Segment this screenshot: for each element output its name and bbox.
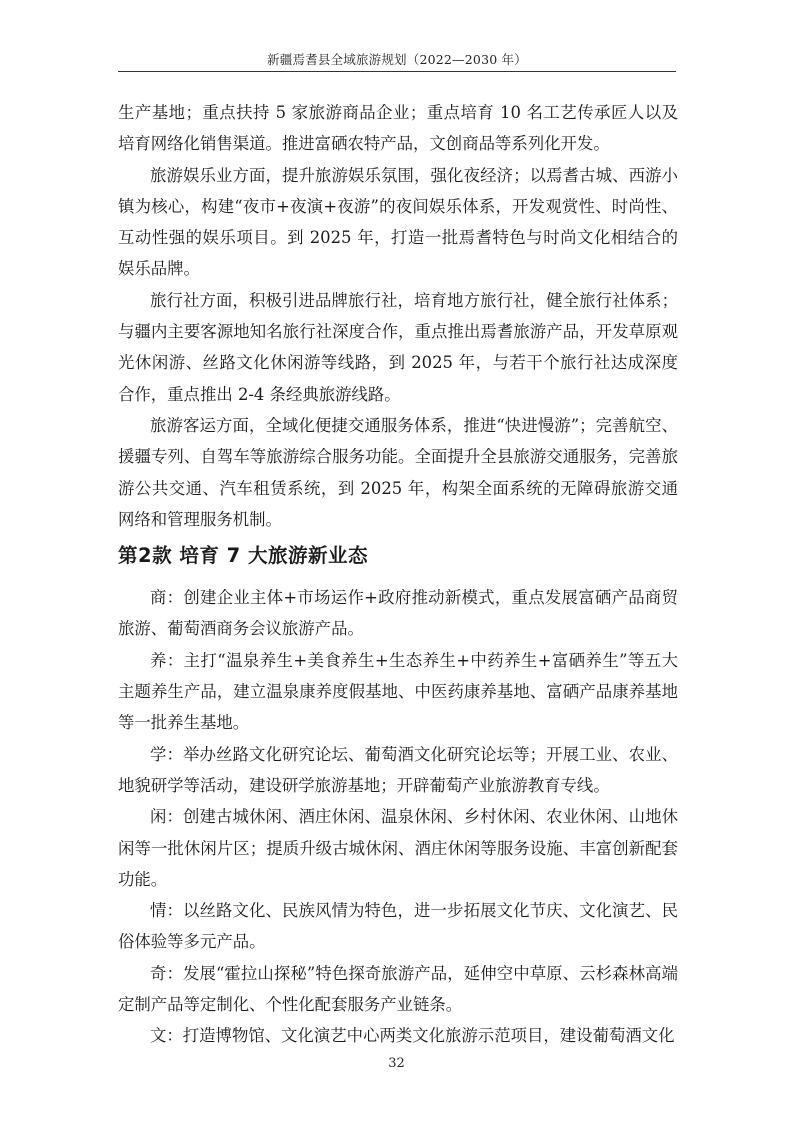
body-paragraph: 闲：创建古城休闲、酒庄休闲、温泉休闲、乡村休闲、农业休闲、山地休闲等一批休闲片区；提质升级古城休闲、酒庄休闲等服务设施、丰富创新配套功能。 (118, 807, 678, 889)
body-paragraph: 情：以丝路文化、民族风情为特色，进一步拓展文化节庆、文化演艺、民俗体验等多元产品。 (118, 901, 678, 952)
header-divider (118, 71, 676, 72)
body-paragraph: 旅游娱乐业方面，提升旅游娱乐氛围，强化夜经济；以焉耆古城、西游小镇为核心，构建“夜市+夜演+夜游”的夜间娱乐体系，开发观赏性、时尚性、互动性强的娱乐项目。到 2025 年，打造一批焉耆特色与时尚文化相结合的娱乐品牌。 (118, 165, 678, 279)
page-header: 新疆焉耆县全域旅游规划（2022—2030 年） (267, 52, 527, 67)
body-paragraph: 文：打造博物馆、文化演艺中心两类文化旅游示范项目，建设葡萄酒文化 (150, 1026, 675, 1046)
document-body (118, 97, 678, 1052)
body-paragraph: 商：创建企业主体+市场运作+政府推动新模式，重点发展富硒产品商贸旅游、葡萄酒商务会议旅游产品。 (118, 588, 678, 639)
body-paragraph: 旅行社方面，积极引进品牌旅行社，培育地方旅行社，健全旅行社体系；与疆内主要客源地知名旅行社深度合作，重点推出焉耆旅游产品，开发草原观光休闲游、丝路文化休闲游等线路，到 2025 年，与若干个旅行社达成深度合作，重点推出 2-4 条经典旅游线路。 (118, 290, 678, 404)
body-paragraph: 奇：发展“霍拉山探秘”特色探奇旅游产品，延伸空中草原、云杉森林高端定制产品等定制化、个性化配套服务产业链条。 (118, 963, 678, 1015)
body-paragraph: 旅游客运方面，全域化便捷交通服务体系，推进“快进慢游”；完善航空、援疆专列、自驾车等旅游综合服务功能。全面提升全县旅游交通服务，完善旅游公共交通、汽车租赁系统，到 2025 年，构架全面系统的无障碍旅游交通网络和管理服务机制。 (118, 415, 678, 529)
section-heading: 第2款 培育 7 大旅游新业态 (118, 544, 369, 568)
body-paragraph: 养：主打“温泉养生+美食养生+生态养生+中药养生+富硒养生”等五大主题养生产品，建立温泉康养度假基地、中医药康养基地、富硒产品康养基地等一批养生基地。 (118, 650, 678, 733)
page-number: 32 (388, 1056, 405, 1071)
body-paragraph: 学：举办丝路文化研究论坛、葡萄酒文化研究论坛等；开展工业、农业、地貌研学等活动，建设研学旅游基地；开辟葡萄产业旅游教育专线。 (118, 744, 678, 795)
body-paragraph: 生产基地；重点扶持 5 家旅游商品企业；重点培育 10 名工艺传承匠人以及培育网络化销售渠道。推进富硒农特产品，文创商品等系列化开发。 (118, 103, 678, 154)
